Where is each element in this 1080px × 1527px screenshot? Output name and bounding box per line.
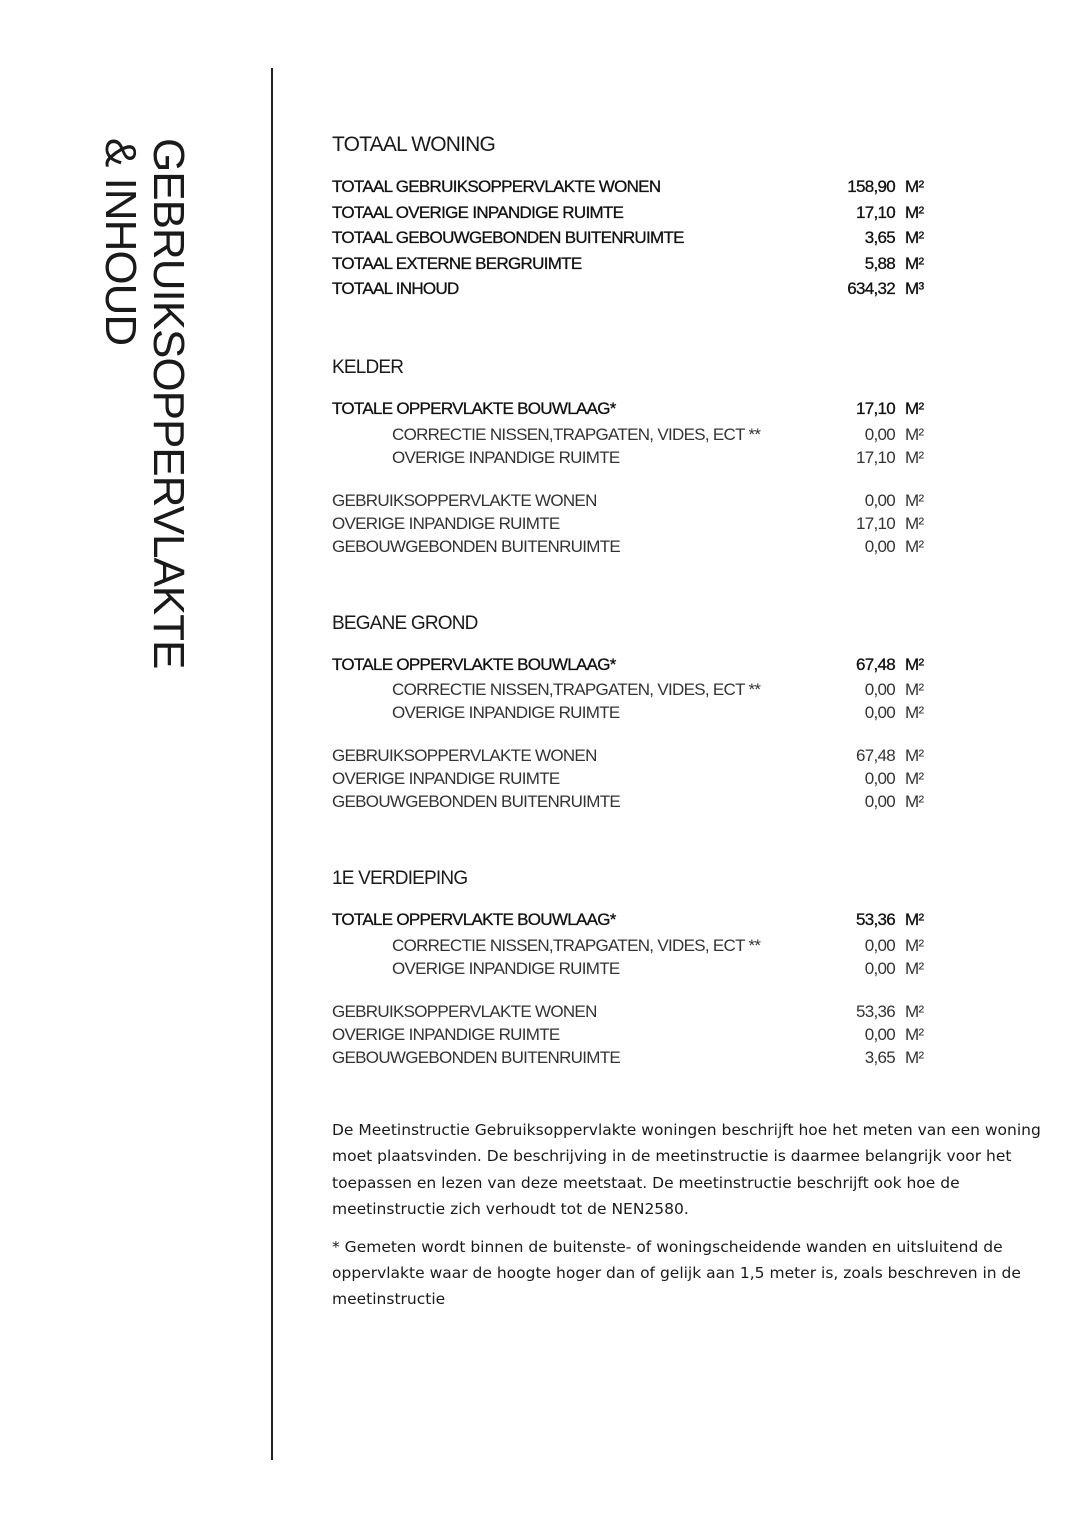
table-row: GEBRUIKSOPPERVLAKTE WONEN 67,48 M² (332, 746, 924, 766)
side-title-line2: & INHOUD (96, 138, 145, 346)
section-title-begane-grond: BEGANE GROND (332, 612, 478, 634)
table-row: GEBOUWGEBONDEN BUITENRUIMTE 3,65 M² (332, 1047, 924, 1067)
vertical-divider (271, 68, 273, 1460)
table-row: GEBOUWGEBONDEN BUITENRUIMTE 0,00 M² (332, 792, 924, 812)
table-row: CORRECTIE NISSEN,TRAPGATEN, VIDES, ECT ** 0,00 M² (392, 680, 924, 700)
section-title-1e-verdieping: 1E VERDIEPING (332, 868, 468, 890)
table-row: TOTAAL GEBRUIKSOPPERVLAKTE WONEN 158,90 M² (332, 177, 924, 196)
table-row: TOTAAL OVERIGE INPANDIGE RUIMTE 17,10 M² (332, 202, 924, 222)
table-row: GEBOUWGEBONDEN BUITENRUIMTE 0,00 M² (332, 536, 924, 556)
table-row: OVERIGE INPANDIGE RUIMTE 0,00 M² (392, 958, 924, 978)
table-row: OVERIGE INPANDIGE RUIMTE 0,00 M² (332, 1024, 924, 1044)
table-row: TOTALE OPPERVLAKTE BOUWLAAG* 17,10 M² (332, 398, 924, 418)
table-row: GEBRUIKSOPPERVLAKTE WONEN 53,36 M² (332, 1001, 924, 1021)
side-title (96, 138, 192, 668)
table-row: TOTAAL INHOUD 634,32 M³ (332, 279, 924, 299)
table-row: TOTALE OPPERVLAKTE BOUWLAAG* 67,48 M² (332, 654, 924, 674)
table-row: GEBRUIKSOPPERVLAKTE WONEN 0,00 M² (332, 490, 924, 510)
section-title-totaal: TOTAAL WONING (332, 133, 496, 156)
table-row: TOTAAL EXTERNE BERGRUIMTE 5,88 M² (332, 253, 924, 273)
measurement-table (332, 133, 952, 1071)
table-row: TOTALE OPPERVLAKTE BOUWLAAG* 53,36 M² (332, 910, 924, 930)
table-row: OVERIGE INPANDIGE RUIMTE 17,10 M² (332, 513, 924, 533)
table-row: TOTAAL GEBOUWGEBONDEN BUITENRUIMTE 3,65 M² (332, 228, 924, 248)
table-row: OVERIGE INPANDIGE RUIMTE 17,10 M² (392, 447, 924, 467)
table-row: OVERIGE INPANDIGE RUIMTE 0,00 M² (332, 769, 924, 789)
totaal-section (332, 177, 952, 305)
side-title-line1: GEBRUIKSOPPERVLAKTE (144, 138, 193, 669)
footer-text (332, 1117, 1042, 1324)
table-row: CORRECTIE NISSEN,TRAPGATEN, VIDES, ECT ** 0,00 M² (392, 935, 924, 955)
footer-paragraph-1: De Meetinstructie Gebruiksoppervlakte woningen beschrijft hoe het meten van een woning moet plaatsvinden. De beschrijving in de meetinstructie is daarmee belangrijk voor het toepassen en lezen van deze meetstaat. De meetinstructie beschrijft ook hoe de meetinstructie zich verhoudt tot de NEN2580. (332, 1121, 1041, 1219)
table-row: OVERIGE INPANDIGE RUIMTE 0,00 M² (392, 703, 924, 723)
table-row: CORRECTIE NISSEN,TRAPGATEN, VIDES, ECT ** 0,00 M² (392, 424, 924, 444)
footer-paragraph-2: * Gemeten wordt binnen de buitenste- of woningscheidende wanden en uitsluitend de oppervlakte waar de hoogte hoger dan of gelijk aan 1,5 meter is, zoals beschreven in de meetinstructie (332, 1237, 1021, 1309)
section-title-kelder: KELDER (332, 356, 404, 378)
